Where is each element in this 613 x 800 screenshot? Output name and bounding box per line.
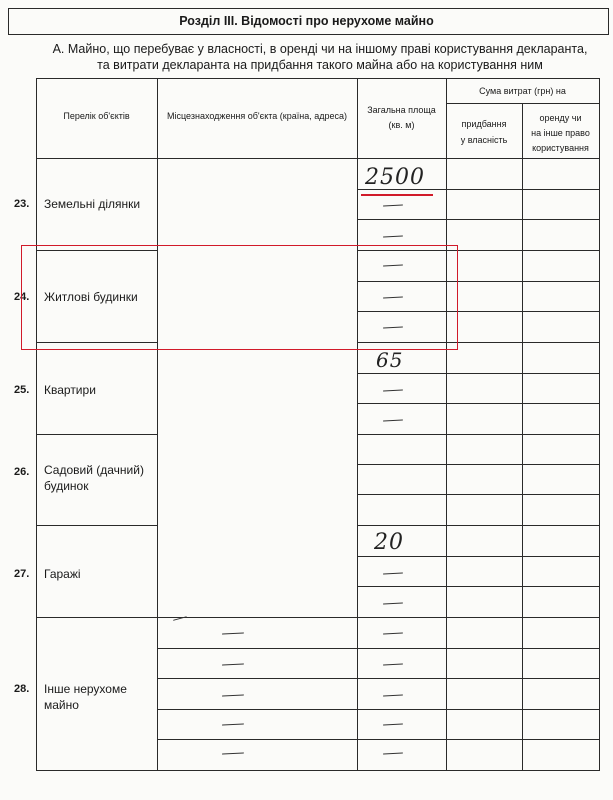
row-number-27: 27. (14, 568, 30, 580)
handwritten-area-23: 2500 (365, 165, 425, 190)
row-label-26-line2: будинок (44, 479, 89, 493)
handwritten-dash (222, 752, 244, 755)
row-number-23: 23. (14, 198, 30, 210)
handwritten-dash (383, 419, 403, 421)
col-line-location (357, 78, 358, 771)
handwritten-dash (222, 723, 244, 726)
header-rent (522, 112, 599, 154)
row-sep-27 (36, 525, 157, 526)
row-label-26 (44, 462, 144, 494)
row-label-24: Житлові будинки (44, 290, 138, 304)
handwritten-dash (383, 204, 403, 206)
handwritten-dash (383, 723, 403, 725)
header-area-line2: (кв. м) (388, 120, 415, 130)
subrow-line (357, 556, 599, 557)
subrow-line (157, 739, 599, 740)
handwritten-area-27: 20 (374, 530, 404, 555)
handwritten-dash (383, 694, 403, 696)
row-number-25: 25. (14, 384, 30, 396)
col-line-objects (157, 78, 158, 771)
subrow-line (157, 678, 599, 679)
row-sep-26 (36, 434, 157, 435)
row-label-23: Земельні ділянки (44, 197, 141, 211)
header-rent-line3: користування (532, 143, 589, 153)
header-location: Місцезнаходження об'єкта (країна, адреса) (167, 111, 347, 121)
subrow-line (357, 464, 599, 465)
handwritten-area-25: 65 (376, 348, 404, 372)
row-label-28 (44, 681, 127, 713)
section-a-line1: А. Майно, що перебуває у власності, в оренді чи на іншому праві користування декларанта, (52, 42, 588, 56)
subrow-line (357, 373, 599, 374)
row-sep-28 (36, 617, 599, 618)
expenses-subheader-line (446, 103, 599, 104)
row-label-26-line1: Садовий (дачний) (44, 463, 144, 477)
header-objects: Перелік об'єктів (63, 111, 130, 121)
title-top-border (8, 8, 608, 9)
header-area (357, 104, 446, 131)
handwritten-dash (383, 235, 403, 237)
row-number-28: 28. (14, 683, 30, 695)
handwritten-dash (222, 632, 244, 635)
header-rent-line2: на інше право (531, 128, 590, 138)
subrow-line (157, 648, 599, 649)
row-label-28-line2: майно (44, 698, 79, 712)
row-label-28-line1: Інше нерухоме (44, 682, 127, 696)
section-title: Розділ III. Відомості про нерухоме майно (179, 14, 434, 28)
handwritten-dash (383, 632, 403, 634)
header-purchase (446, 118, 522, 146)
header-expenses: Сума витрат (грн) на (479, 86, 566, 96)
subrow-line (357, 494, 599, 495)
subrow-line (357, 403, 599, 404)
header-area-line1: Загальна площа (367, 105, 436, 115)
subrow-line (157, 709, 599, 710)
row-label-27: Гаражі (44, 567, 81, 581)
row-sep-26-right (357, 434, 599, 435)
header-bottom-line (36, 158, 599, 159)
col-line-area (446, 78, 447, 771)
col-line-right (599, 78, 600, 771)
row-sep-27-right (357, 525, 599, 526)
header-purchase-line2: у власність (460, 135, 508, 145)
handwritten-dash (383, 752, 403, 754)
handwritten-dash (383, 663, 403, 665)
red-underline-annotation (361, 194, 433, 196)
title-bottom-border (8, 34, 608, 35)
section-a-line2: та витрати декларанта на придбання такого майна або на користування ним (97, 58, 543, 72)
handwritten-dash (222, 663, 244, 666)
header-purchase-line1: придбання (461, 119, 507, 129)
row-label-25: Квартири (44, 383, 96, 397)
col-line-purchase (522, 103, 523, 771)
handwritten-dash (383, 602, 403, 604)
table-bottom-border (36, 770, 599, 771)
row-number-24: 24. (14, 291, 30, 303)
row-number-26: 26. (14, 466, 30, 478)
red-highlight-box (21, 245, 458, 350)
col-line-left (36, 78, 37, 771)
handwritten-dash (383, 389, 403, 391)
header-rent-line1: оренду чи (539, 113, 582, 123)
subrow-line (357, 586, 599, 587)
subrow-line (357, 219, 599, 220)
table-top-border (36, 78, 599, 79)
handwritten-dash (222, 694, 244, 697)
handwritten-dash (383, 572, 403, 574)
